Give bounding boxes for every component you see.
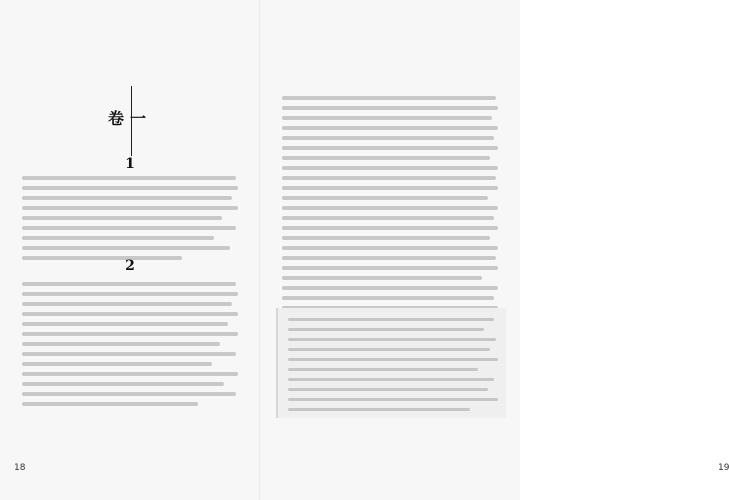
footnote-line <box>288 348 490 351</box>
footnote-line <box>288 388 488 391</box>
text-line <box>22 186 238 190</box>
section-number-1: 1 <box>125 156 135 172</box>
text-line <box>22 236 214 240</box>
right-footer <box>718 463 729 473</box>
text-line <box>282 206 498 210</box>
text-line <box>282 116 492 120</box>
text-line <box>22 292 238 296</box>
text-line <box>22 302 232 306</box>
footnote-line <box>288 318 494 321</box>
text-line <box>22 322 228 326</box>
text-line <box>282 196 488 200</box>
text-line <box>22 226 236 230</box>
text-line <box>282 96 496 100</box>
left-text-block-2 <box>22 282 238 406</box>
footnote-box <box>276 308 506 418</box>
text-line <box>22 392 236 396</box>
right-page <box>260 0 729 500</box>
left-text-block-1 <box>22 176 238 260</box>
text-line <box>282 136 494 140</box>
footnote-line <box>288 408 470 411</box>
right-page-number: 19 <box>718 463 729 473</box>
text-line <box>282 126 498 130</box>
text-line <box>22 206 238 210</box>
footnote-line <box>288 368 478 371</box>
text-line <box>282 286 498 290</box>
text-line <box>22 196 232 200</box>
text-line <box>22 176 236 180</box>
right-text-block <box>282 96 498 320</box>
text-line <box>282 106 498 110</box>
footnote-lines <box>288 318 498 411</box>
text-line <box>282 186 498 190</box>
text-line <box>22 282 236 286</box>
text-line <box>22 332 238 336</box>
footnote-line <box>288 338 496 341</box>
text-line <box>282 296 494 300</box>
chapter-header <box>0 86 260 166</box>
text-line <box>282 236 490 240</box>
text-line <box>282 156 490 160</box>
text-line <box>282 226 498 230</box>
text-line <box>282 146 498 150</box>
text-line <box>22 372 238 376</box>
text-line <box>282 166 498 170</box>
text-line <box>282 256 496 260</box>
text-line <box>22 216 222 220</box>
footnote-line <box>288 358 498 361</box>
text-line <box>22 342 220 346</box>
text-line <box>282 246 498 250</box>
text-line <box>282 176 496 180</box>
text-line <box>282 266 498 270</box>
left-page <box>0 0 260 500</box>
text-line <box>22 402 198 406</box>
text-line <box>22 246 230 250</box>
text-line <box>22 352 236 356</box>
section-number-2: 2 <box>125 258 135 274</box>
text-line <box>282 276 482 280</box>
text-line <box>22 362 212 366</box>
left-page-number: 18 <box>14 463 26 473</box>
chapter-title: 卷一 <box>107 109 152 128</box>
footnote-line <box>288 398 498 401</box>
footnote-line <box>288 378 494 381</box>
text-line <box>22 382 224 386</box>
book-gutter <box>259 0 261 500</box>
text-line <box>22 312 238 316</box>
text-line <box>282 216 494 220</box>
footnote-line <box>288 328 484 331</box>
left-footer <box>14 463 25 473</box>
